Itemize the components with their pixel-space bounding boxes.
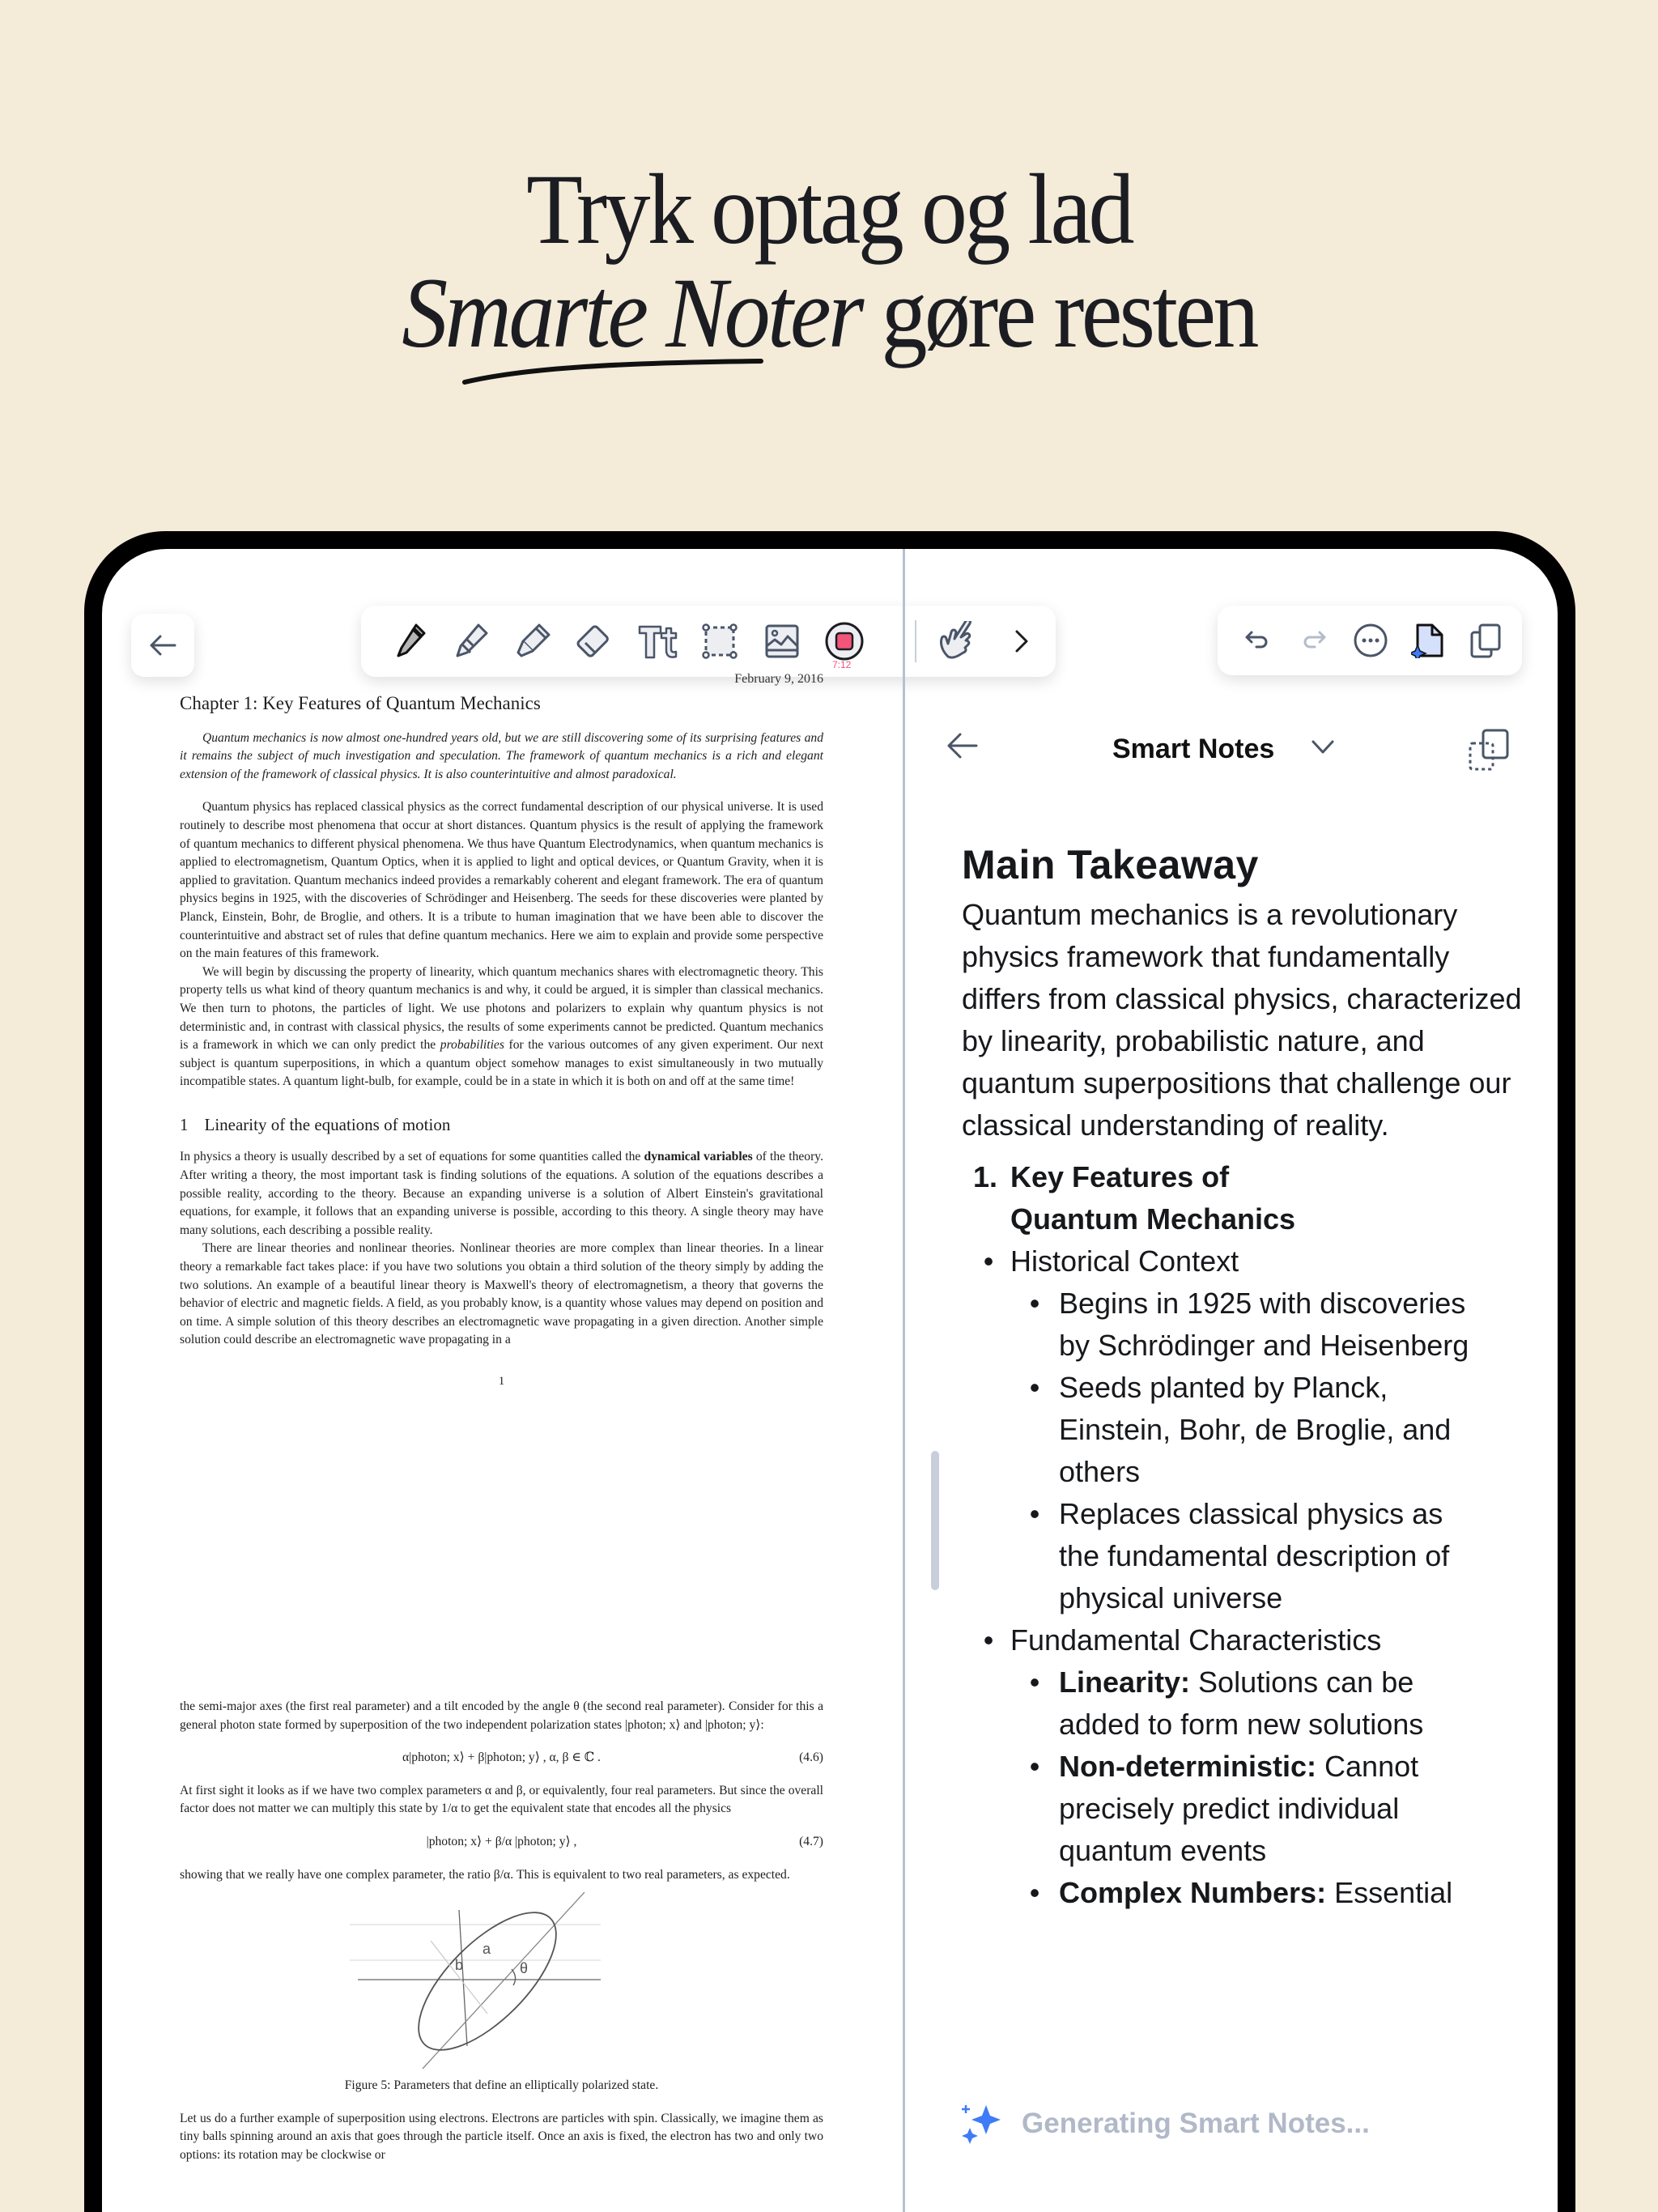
document-pane[interactable] (102, 549, 903, 2212)
abstract-paragraph: Quantum mechanics is now almost one-hundred years old, but we are still discovering some of its surprising features and it remains the subject of much investigation and speculation. The framework of quantum mechanics is a rich and elegant extension of the framework of classical physics. It is also counterintuitive and almost paradoxical. (180, 730, 823, 781)
tablet-screen (102, 549, 1558, 2212)
generating-status (962, 2104, 1370, 2144)
text-tool[interactable] (633, 617, 682, 666)
chevron-down-icon (1310, 737, 1336, 756)
paragraph: In physics a theory is usually described by a set of equations for some quantities called the dynamical variables of the theory. After writing a theory, the most important task is finding solutions of the equations. A solution of the equations describes a possible reality, according to the theory. Because an expanding universe is a solution of Albert Einstein's gravitational equations, for example, it follows that an expanding universe is possible, according to this theory. A single theory may have many solutions, each describing a possible reality. (180, 1150, 823, 1237)
list-item: • Non-deterministic: Cannot precisely predict individual quantum events (1029, 1750, 1419, 1867)
paragraph: Let us do a further example of superposition using electrons. Electrons are particles with spin. Classically, we imagine them as tiny balls spinning around an axis that goes through the particle itself. Once an axis is fixed, the electron has two and only two options: its rotation may be clockwise or (180, 2111, 823, 2162)
recording-timer: 7:12 (832, 659, 852, 670)
notes-toolbar (1218, 606, 1522, 675)
undo-button[interactable] (1234, 617, 1281, 664)
equation-4-6: α|photon; x⟩ + β|photon; y⟩ , α, β ∈ ℂ . (4.6) (402, 1750, 823, 1765)
svg-text:θ: θ (520, 1960, 529, 1977)
tablet-device (84, 531, 1575, 2212)
page-number: 1 (498, 1375, 505, 1388)
pencil-tool[interactable] (446, 617, 495, 666)
undo-icon (1244, 629, 1271, 652)
svg-text:a: a (483, 1941, 491, 1958)
pencil-icon (451, 622, 490, 661)
list-item: • Fundamental Characteristics (983, 1623, 1382, 1657)
summary-text: Quantum mechanics is a revolutionary physics framework that fundamentally differs from classical physics, characterized by linearity, probabilistic nature, and quantum superpositions that challenge our classical understanding of reality. (962, 898, 1522, 1142)
paragraph: Quantum physics has replaced classical physics as the correct fundamental description of our physical universe. It is used routinely to describe most phenomena that occur at short distances. Quantum physics is the result of applying the framework of quantum mechanics to different physical phenomena. We thus have Quantum Electrodynamics, when quantum mechanics is applied to electromagnetism, Quantum Optics, when it is applied to light and optical devices, or Quantum Gravity, when it is applied to gravitation. Quantum mechanics indeed provides a remarkably coherent and elegant framework. The era of quantum physics begins in 1925, with the discoveries of Schrödinger and Heisenberg. The seeds for these discoveries were planted by Planck, Einstein, Bohr, de Broglie, and others. It is a tribute to human imagination that we have been able to discover the counterintuitive and abstract set of rules that define quantum mechanics. Here we aim to explain and provide some perspective on the main features of this framework. (180, 800, 823, 961)
pdf-page-2 (180, 1698, 823, 2165)
back-button[interactable] (131, 614, 194, 677)
list-item: • Begins in 1925 with discoveries by Schrödinger and Heisenberg (1029, 1287, 1469, 1362)
notes-section-title: 1. Key Features of Quantum Mechanics (973, 1160, 1296, 1236)
highlighter-icon (513, 622, 552, 661)
list-item: • Replaces classical physics as the fundamental description of physical universe (1029, 1497, 1450, 1614)
underline-stroke-icon (461, 356, 769, 389)
figure-caption: Figure 5: Parameters that define an elliptically polarized state. (344, 2078, 659, 2093)
headline-line-1: Tryk optag og lad (526, 154, 1132, 265)
fountain-pen-icon (389, 622, 427, 661)
image-tool[interactable] (758, 617, 806, 666)
svg-text:b: b (455, 1957, 464, 1974)
paragraph: showing that we really have one complex parameter, the ratio β/α. This is equivalent to two real parameters, as expected. (180, 1867, 790, 1882)
paragraph: the semi-major axes (the first real parameter) and a tilt encoded by the angle θ (the second real parameter). Consider for this a general photon state formed by superposition of the two independent polarization states |photon; x⟩ and |photon; y⟩: (180, 1699, 823, 1732)
notes-title[interactable]: Smart Notes (1112, 734, 1275, 764)
highlighter-tool[interactable] (508, 617, 557, 666)
redo-icon (1300, 629, 1328, 652)
paragraph: We will begin by discussing the property of linearity, which quantum mechanics shares with electromagnetic theory. This property tells us what kind of theory quantum mechanics is and why, it could be argued, it is simpler than classical mechanics. We then turn to photons, the particles of light. We use photons and polarizers to explain why quantum physics is not deterministic and, in contrast with classical physics, the results of some experiments cannot be predicted. Quantum mechanics is a framework in which we can only predict the probabilities for the various outcomes of any given experiment. Our next subject is quantum superpositions, in which a quantum object somehow manages to exist simultaneously in two mutually incompatible states. A quantum light-bulb, for example, could be in a state in which it is both on and off at the same time! (180, 964, 823, 1089)
headline-line-2 (66, 257, 1592, 368)
smart-notes-pane (905, 549, 1558, 2212)
pdf-page-1 (180, 672, 823, 1391)
list-item: • Historical Context (983, 1244, 1239, 1278)
smart-notes-button[interactable] (1405, 617, 1452, 664)
more-options-button[interactable] (1347, 617, 1394, 664)
ellipse-diagram-icon (180, 1892, 823, 2070)
headline-rest: gøre resten (861, 257, 1256, 368)
record-stop-icon (824, 621, 865, 661)
paragraph: There are linear theories and nonlinear theories. Nonlinear theories are more complex than linear theories. In a linear theory a remarkable fact takes place: if you have two solutions you obtain a third solution of the theory simply by adding the two solutions. An example of a beautiful linear theory is Maxwell's theory of electromagnetism, a theory that governs the behavior of electric and magnetic fields. A field, as you probably know, is a quantity whose values may depend on position and on time. A simple solution of this theory describes an electromagnetic wave propagating in a given direction. Another simple solution could describe an electromagnetic wave propagating in a (180, 1241, 823, 1347)
chapter-title: Chapter 1: Key Features of Quantum Mechanics (180, 693, 541, 713)
fountain-pen-tool[interactable] (384, 617, 432, 666)
redo-button[interactable] (1290, 617, 1337, 664)
list-item: • Linearity: Solutions can be added to form new solutions (1029, 1665, 1424, 1741)
section-heading: 1 Linearity of the equations of motion (180, 1114, 451, 1134)
sparkle-icon (962, 2104, 1005, 2144)
more-icon (1353, 623, 1388, 658)
list-item: • Complex Numbers: Essential (1029, 1876, 1453, 1909)
equation-4-7: |photon; x⟩ + β/α |photon; y⟩ , (4.7) (426, 1834, 823, 1848)
smart-notes-icon (1411, 623, 1447, 658)
document-date: February 9, 2016 (734, 672, 823, 686)
notes-header (905, 727, 1558, 776)
notes-back-button[interactable] (946, 732, 978, 764)
text-tool-icon (637, 622, 678, 661)
headline-italic: Smarte Noter (402, 257, 861, 368)
copy-notes-button[interactable] (1465, 727, 1511, 776)
paragraph: At first sight it looks as if we have two complex parameters α and β, or equivalently, four real parameters. But since the overall factor does not matter we can multiply this state by 1/α to get the equivalent state that encodes all the physics (180, 1783, 823, 1816)
generating-label: Generating Smart Notes... (1022, 2108, 1370, 2139)
notes-content (962, 840, 1528, 1914)
marketing-headline (0, 154, 1658, 368)
arrow-left-icon (946, 732, 978, 759)
ellipse-figure (180, 1892, 823, 2070)
eraser-tool[interactable] (571, 617, 619, 666)
list-item: • Seeds planted by Planck, Einstein, Bohr, de Broglie, and others (1029, 1371, 1452, 1488)
pages-button[interactable] (1462, 617, 1509, 664)
notes-dropdown-toggle[interactable] (1310, 737, 1336, 760)
lasso-select-tool[interactable] (695, 617, 744, 666)
lasso-select-icon (700, 622, 739, 661)
eraser-icon (576, 622, 614, 661)
arrow-left-icon (149, 634, 176, 657)
copy-to-page-icon (1465, 727, 1511, 772)
main-takeaway-heading: Main Takeaway (962, 842, 1259, 887)
image-icon (763, 622, 801, 661)
pages-icon (1469, 623, 1502, 658)
record-stop-button[interactable] (820, 617, 869, 666)
